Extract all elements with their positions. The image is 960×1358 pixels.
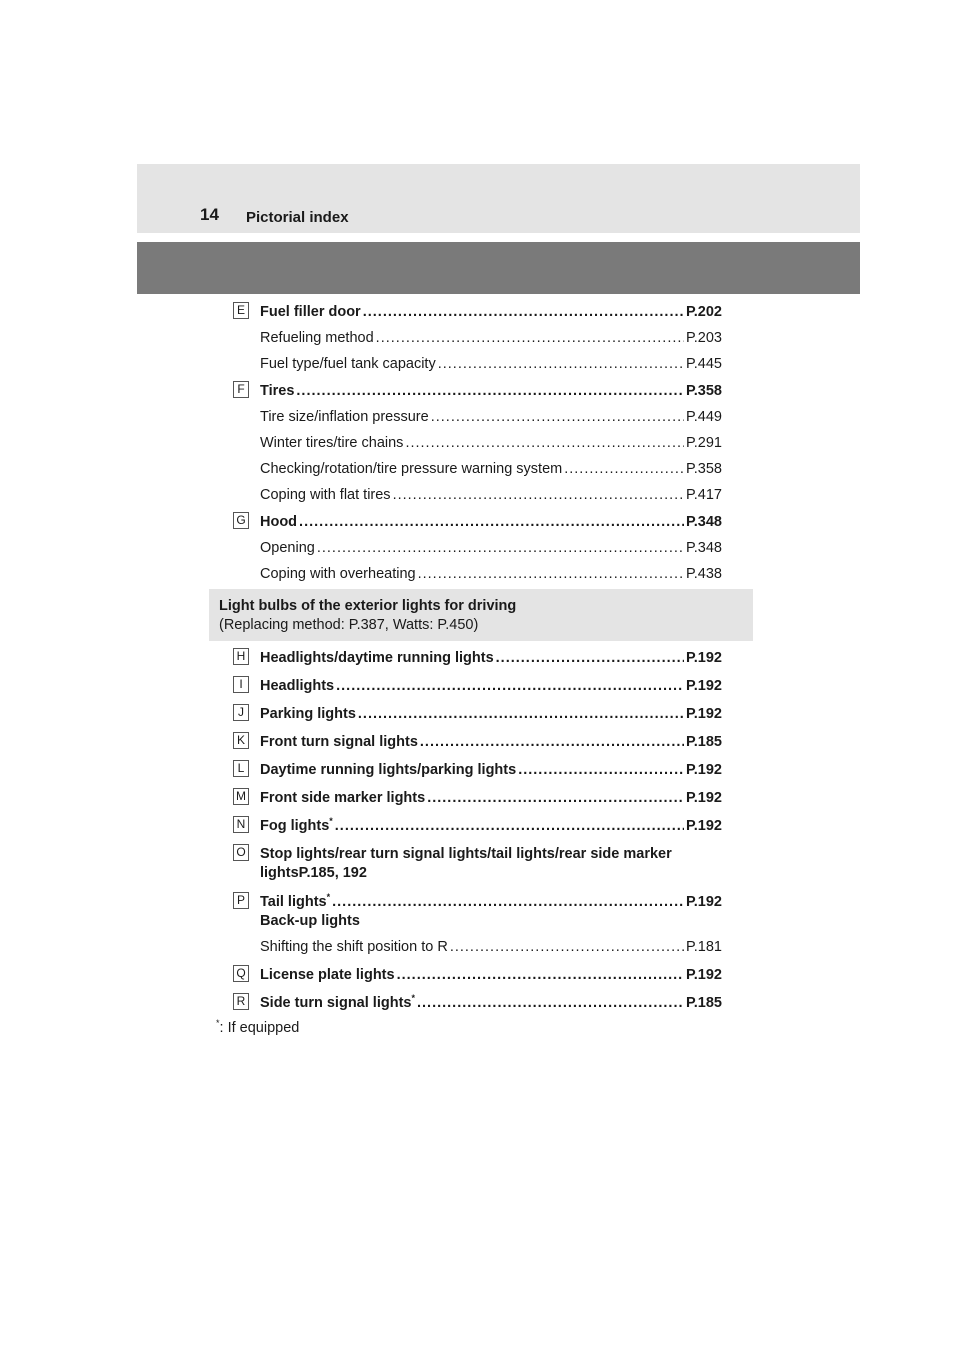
badge-p: P: [233, 892, 249, 909]
index-entry[interactable]: Coping with overheating ..... P.438: [260, 564, 722, 584]
badge-h: H: [233, 648, 249, 665]
light-bulbs-subtitle: (Replacing method: P.387, Watts: P.450): [219, 617, 479, 633]
index-entry[interactable]: Winter tires/tire chains ..... P.291: [260, 433, 722, 453]
index-entry[interactable]: Hood ..... P.348: [260, 512, 722, 532]
index-entry-back-up-lights[interactable]: Back-up lights: [260, 913, 360, 929]
index-entry[interactable]: Checking/rotation/tire pressure warning system ..... P.358: [260, 459, 722, 479]
footnote-asterisk: *: [216, 1018, 220, 1028]
page-title: Pictorial index: [246, 209, 349, 226]
badge-q: Q: [233, 965, 249, 982]
index-entry-license-plate[interactable]: License plate lights ..... P.192: [260, 965, 722, 985]
index-entry-shift-to-r[interactable]: Shifting the shift position to R ..... P.181: [260, 937, 722, 957]
badge-n: N: [233, 816, 249, 833]
index-entry-tail-lights[interactable]: Tail lights* ..... P.192: [260, 892, 722, 912]
footnote-marker: *: [329, 816, 333, 826]
light-bulbs-info-box: [209, 589, 753, 641]
badge-l: L: [233, 760, 249, 777]
page-number: 14: [200, 205, 219, 224]
index-entry[interactable]: Fuel filler door ..... P.202: [260, 302, 722, 322]
index-entry-stop-lights-line1[interactable]: Stop lights/rear turn signal lights/tail lights/rear side marker: [260, 846, 672, 862]
index-entry-front-side-marker[interactable]: Front side marker lights ..... P.192: [260, 788, 722, 808]
badge-k: K: [233, 732, 249, 749]
badge-g: G: [233, 512, 249, 529]
index-entry[interactable]: Refueling method ..... P.203: [260, 328, 722, 348]
index-entry-fog-lights[interactable]: Fog lights* ..... P.192: [260, 816, 722, 836]
index-entry-front-turn-signal[interactable]: Front turn signal lights ..... P.185: [260, 732, 722, 752]
index-entry[interactable]: Coping with flat tires ..... P.417: [260, 485, 722, 505]
badge-m: M: [233, 788, 249, 805]
badge-e: E: [233, 302, 249, 319]
footnote-marker: *: [411, 993, 415, 1003]
badge-f: F: [233, 381, 249, 398]
section-banner: [137, 242, 860, 294]
badge-i: I: [233, 676, 249, 693]
footnote-marker: *: [326, 892, 331, 902]
index-entry-side-turn-signal[interactable]: Side turn signal lights* ..... P.185: [260, 993, 722, 1013]
footnote: *: If equipped: [216, 1018, 300, 1036]
index-entry-drl-parking[interactable]: Daytime running lights/parking lights ..... P.192: [260, 760, 722, 780]
index-entry[interactable]: Tire size/inflation pressure ..... P.449: [260, 407, 722, 427]
index-entry[interactable]: Opening ..... P.348: [260, 538, 722, 558]
light-bulbs-title: Light bulbs of the exterior lights for driving: [219, 598, 517, 614]
badge-o: O: [233, 844, 249, 861]
index-entry-headlights[interactable]: Headlights ..... P.192: [260, 676, 722, 696]
index-entry-stop-lights-line2[interactable]: lightsP.185, 192: [260, 865, 367, 881]
index-entry-headlights-drl[interactable]: Headlights/daytime running lights ..... P.192: [260, 648, 722, 668]
index-entry[interactable]: Fuel type/fuel tank capacity ..... P.445: [260, 354, 722, 374]
index-entry-parking-lights[interactable]: Parking lights ..... P.192: [260, 704, 722, 724]
badge-r: R: [233, 993, 249, 1010]
index-entry[interactable]: Tires ..... P.358: [260, 381, 722, 401]
badge-j: J: [233, 704, 249, 721]
